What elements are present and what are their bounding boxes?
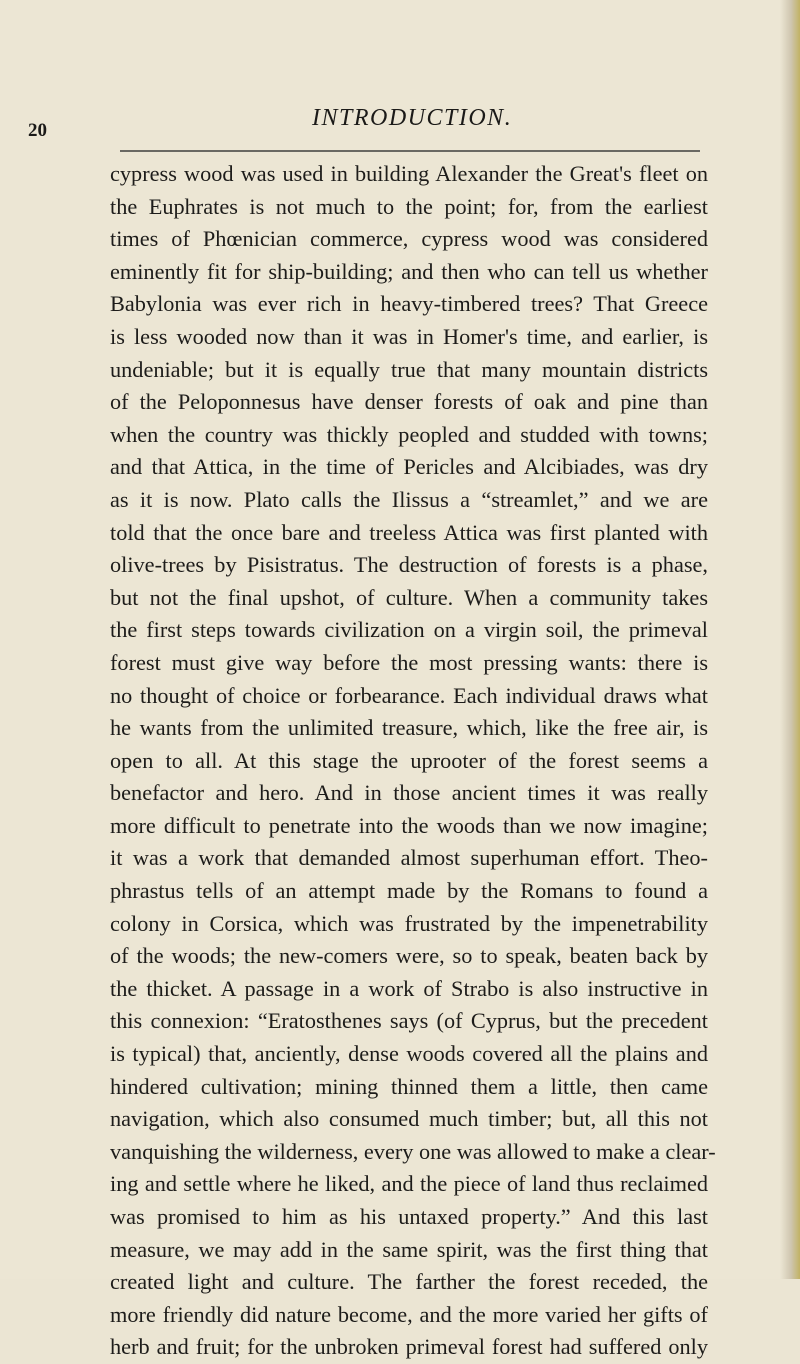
text-line: this connexion: “Eratosthenes says (of Cyprus, but the precedent: [110, 1008, 708, 1034]
text-line: he wants from the unlimited treasure, which, like the free air, is: [110, 715, 708, 741]
text-line: and that Attica, in the time of Pericles and Alcibiades, was dry: [110, 454, 708, 480]
text-line: but not the final upshot, of culture. When a community takes: [110, 584, 708, 610]
text-line: phrastus tells of an attempt made by the Romans to found a: [110, 878, 708, 904]
text-line: herb and fruit; for the unbroken primeval forest had suffered only: [110, 1334, 708, 1360]
header-rule: [120, 150, 700, 152]
page-number: 20: [28, 120, 47, 141]
text-line: times of Phœnician commerce, cypress wood was considered: [110, 226, 708, 252]
text-line: colony in Corsica, which was frustrated by the impenetrability: [110, 910, 708, 936]
text-line: open to all. At this stage the uprooter of the forest seems a: [110, 747, 708, 773]
text-line: when the country was thickly peopled and studded with towns;: [110, 421, 708, 447]
text-line: vanquishing the wilderness, every one was allowed to make a clear-: [110, 1138, 716, 1164]
text-line: navigation, which also consumed much timber; but, all this not: [110, 1106, 708, 1132]
page-header: [0, 105, 800, 145]
text-line: hindered cultivation; mining thinned them a little, then came: [110, 1073, 708, 1099]
text-line: is typical) that, anciently, dense woods covered all the plains and: [110, 1041, 708, 1067]
text-line: was promised to him as his untaxed property.” And this last: [110, 1204, 708, 1229]
text-line: the first steps towards civilization on a virgin soil, the primeval: [110, 617, 708, 643]
text-line: as it is now. Plato calls the Ilissus a “streamlet,” and we are: [110, 486, 708, 512]
text-line: is less wooded now than it was in Homer's time, and earlier, is: [110, 323, 708, 349]
text-line: it was a work that demanded almost superhuman effort. Theo-: [110, 845, 708, 871]
body-text: [110, 158, 716, 1364]
text-line: benefactor and hero. And in those ancient times it was really: [110, 780, 708, 806]
text-line: the Euphrates is not much to the point; for, from the earliest: [110, 193, 708, 219]
text-line: eminently fit for ship-building; and then who can tell us whether: [110, 258, 708, 284]
text-line: olive-trees by Pisistratus. The destruction of forests is a phase,: [110, 552, 708, 578]
text-line: Babylonia was ever rich in heavy-timbered trees? That Greece: [110, 291, 708, 317]
text-line: cypress wood was used in building Alexander the Great's fleet on: [110, 161, 708, 186]
text-line: the thicket. A passage in a work of Strabo is also instructive in: [110, 975, 708, 1001]
text-line: created light and culture. The farther the forest receded, the: [110, 1269, 708, 1295]
text-line: measure, we may add in the same spirit, was the first thing that: [110, 1236, 708, 1262]
text-line: more friendly did nature become, and the more varied her gifts of: [110, 1301, 708, 1327]
text-line: of the Peloponnesus have denser forests of oak and pine than: [110, 389, 708, 415]
running-head: INTRODUCTION.: [312, 105, 513, 131]
text-line: told that the once bare and treeless Attica was first planted with: [110, 519, 708, 545]
text-line: no thought of choice or forbearance. Each individual draws what: [110, 682, 708, 708]
text-line: more difficult to penetrate into the woods than we now imagine;: [110, 812, 708, 838]
text-line: forest must give way before the most pressing wants: there is: [110, 649, 708, 675]
page-edge-shadow: [780, 0, 800, 1279]
text-line: of the woods; the new-comers were, so to speak, beaten back by: [110, 943, 708, 969]
text-line: ing and settle where he liked, and the piece of land thus reclaimed: [110, 1171, 708, 1197]
text-line: undeniable; but it is equally true that many mountain districts: [110, 356, 708, 382]
